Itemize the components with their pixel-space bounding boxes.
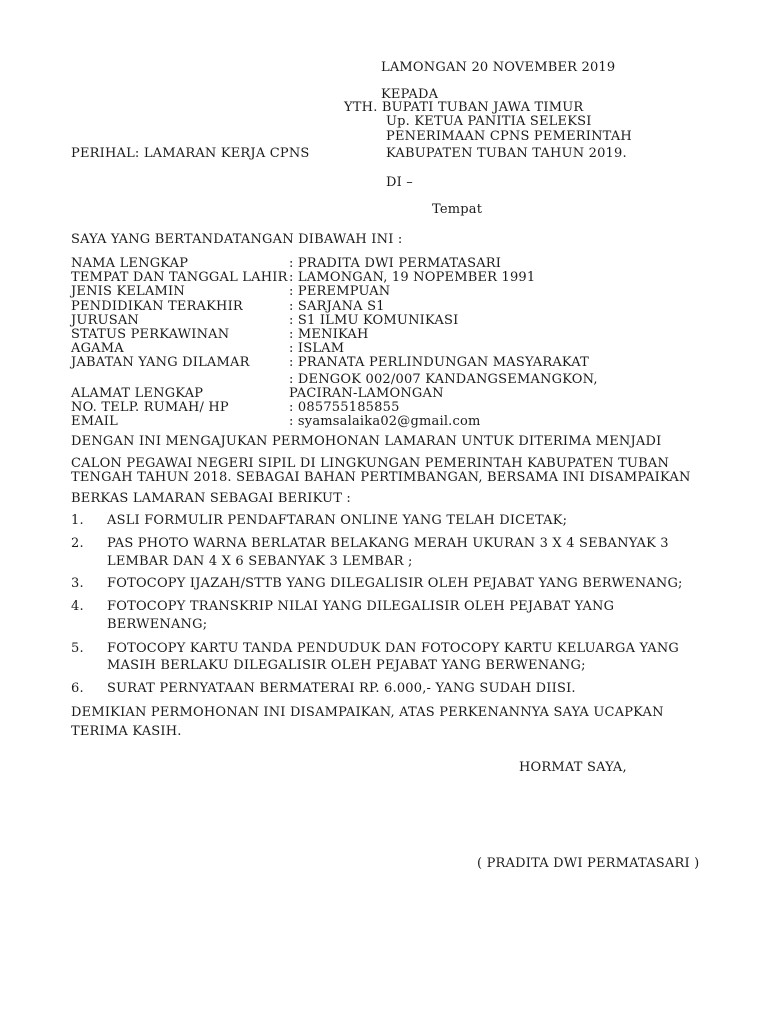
list-number: 2.: [71, 536, 84, 551]
list-text: PAS PHOTO WARNA BERLATAR BELAKANG MERAH UKURAN 3 X 4 SEBANYAK 3: [107, 536, 669, 551]
detail-label: EMAIL: [71, 414, 118, 430]
list-number: 5.: [71, 641, 84, 656]
signature-name: ( PRADITA DWI PERMATASARI ): [477, 856, 700, 871]
kepada-label: KEPADA: [381, 87, 439, 102]
detail-label: ALAMAT LENGKAP: [71, 385, 204, 401]
tempat-label: Tempat: [432, 202, 483, 217]
body-paragraph-2-line-1: CALON PEGAWAI NEGERI SIPIL DI LINGKUNGAN PEMERINTAH KABUPATEN TUBAN: [71, 456, 670, 471]
detail-label: JENIS KELAMIN: [71, 284, 185, 300]
list-number: 1.: [71, 513, 84, 528]
body-paragraph-2-line-2: TENGAH TAHUN 2018. SEBAGAI BAHAN PERTIMBANGAN, BERSAMA INI DISAMPAIKAN: [71, 470, 691, 485]
detail-value: : MENIKAH: [289, 326, 369, 342]
list-text: FOTOCOPY KARTU TANDA PENDUDUK DAN FOTOCOPY KARTU KELUARGA YANG: [107, 641, 680, 656]
detail-label: PENDIDIKAN TERAKHIR: [71, 298, 243, 314]
list-text: MASIH BERLAKU DILEGALISIR OLEH PEJABAT YANG BERWENANG;: [107, 658, 586, 673]
regards-text: HORMAT SAYA,: [519, 760, 627, 775]
list-text: SURAT PERNYATAAN BERMATERAI RP. 6.000,- YANG SUDAH DIISI.: [107, 681, 576, 696]
detail-value: : ISLAM: [289, 341, 345, 357]
list-number: 4.: [71, 599, 84, 614]
list-text: BERWENANG;: [107, 617, 208, 632]
list-text: FOTOCOPY IJAZAH/STTB YANG DILEGALISIR OLEH PEJABAT YANG BERWENANG;: [107, 576, 683, 591]
recipient-line: YTH. BUPATI TUBAN JAWA TIMUR: [344, 100, 584, 115]
list-text: FOTOCOPY TRANSKRIP NILAI YANG DILEGALISIR OLEH PEJABAT YANG: [107, 599, 615, 614]
detail-label: TEMPAT DAN TANGGAL LAHIR: [71, 270, 288, 286]
detail-value: : SARJANA S1: [289, 298, 385, 314]
closing-line-2: TERIMA KASIH.: [71, 724, 182, 739]
detail-label: JURUSAN: [71, 312, 139, 328]
closing-line-1: DEMIKIAN PERMOHONAN INI DISAMPAIKAN, ATAS PERKENANNYA SAYA UCAPKAN: [71, 705, 664, 720]
list-text: ASLI FORMULIR PENDAFTARAN ONLINE YANG TELAH DICETAK;: [107, 513, 568, 528]
detail-label: NAMA LENGKAP: [71, 256, 189, 271]
detail-value: : DENGOK 002/007 KANDANGSEMANGKON,: [289, 371, 598, 387]
detail-value: : S1 ILMU KOMUNIKASI: [289, 312, 459, 328]
detail-value: : PRANATA PERLINDUNGAN MASYARAKAT: [289, 355, 590, 371]
detail-value: : PRADITA DWI PERMATASARI: [289, 256, 502, 271]
detail-label: STATUS PERKAWINAN: [71, 326, 230, 342]
di-label: DI –: [386, 175, 413, 190]
place-date: LAMONGAN 20 NOVEMBER 2019: [381, 60, 616, 75]
detail-label: AGAMA: [71, 341, 124, 357]
intro-text: SAYA YANG BERTANDATANGAN DIBAWAH INI :: [71, 232, 403, 247]
detail-value: : LAMONGAN, 19 NOPEMBER 1991: [289, 270, 536, 286]
detail-value: : PEREMPUAN: [289, 284, 391, 300]
detail-label: JABATAN YANG DILAMAR: [71, 355, 250, 371]
detail-value: : syamsalaika02@gmail.com: [289, 414, 481, 430]
list-text: LEMBAR DAN 4 X 6 SEBANYAK 3 LEMBAR ;: [107, 554, 413, 569]
recipient-kabupaten-line: KABUPATEN TUBAN TAHUN 2019.: [386, 146, 627, 161]
perihal-line: PERIHAL: LAMARAN KERJA CPNS: [71, 146, 310, 161]
detail-value: : 085755185855: [289, 399, 400, 415]
list-number: 3.: [71, 576, 84, 591]
recipient-up-line: Up. KETUA PANITIA SELEKSI: [386, 114, 592, 129]
body-paragraph-3: BERKAS LAMARAN SEBAGAI BERIKUT :: [71, 491, 351, 506]
body-paragraph-1: DENGAN INI MENGAJUKAN PERMOHONAN LAMARAN UNTUK DITERIMA MENJADI: [71, 434, 662, 449]
list-number: 6.: [71, 681, 84, 696]
recipient-penerimaan-line: PENERIMAAN CPNS PEMERINTAH: [386, 129, 632, 144]
detail-label: NO. TELP. RUMAH/ HP: [71, 399, 229, 415]
detail-value: PACIRAN-LAMONGAN: [289, 385, 444, 401]
